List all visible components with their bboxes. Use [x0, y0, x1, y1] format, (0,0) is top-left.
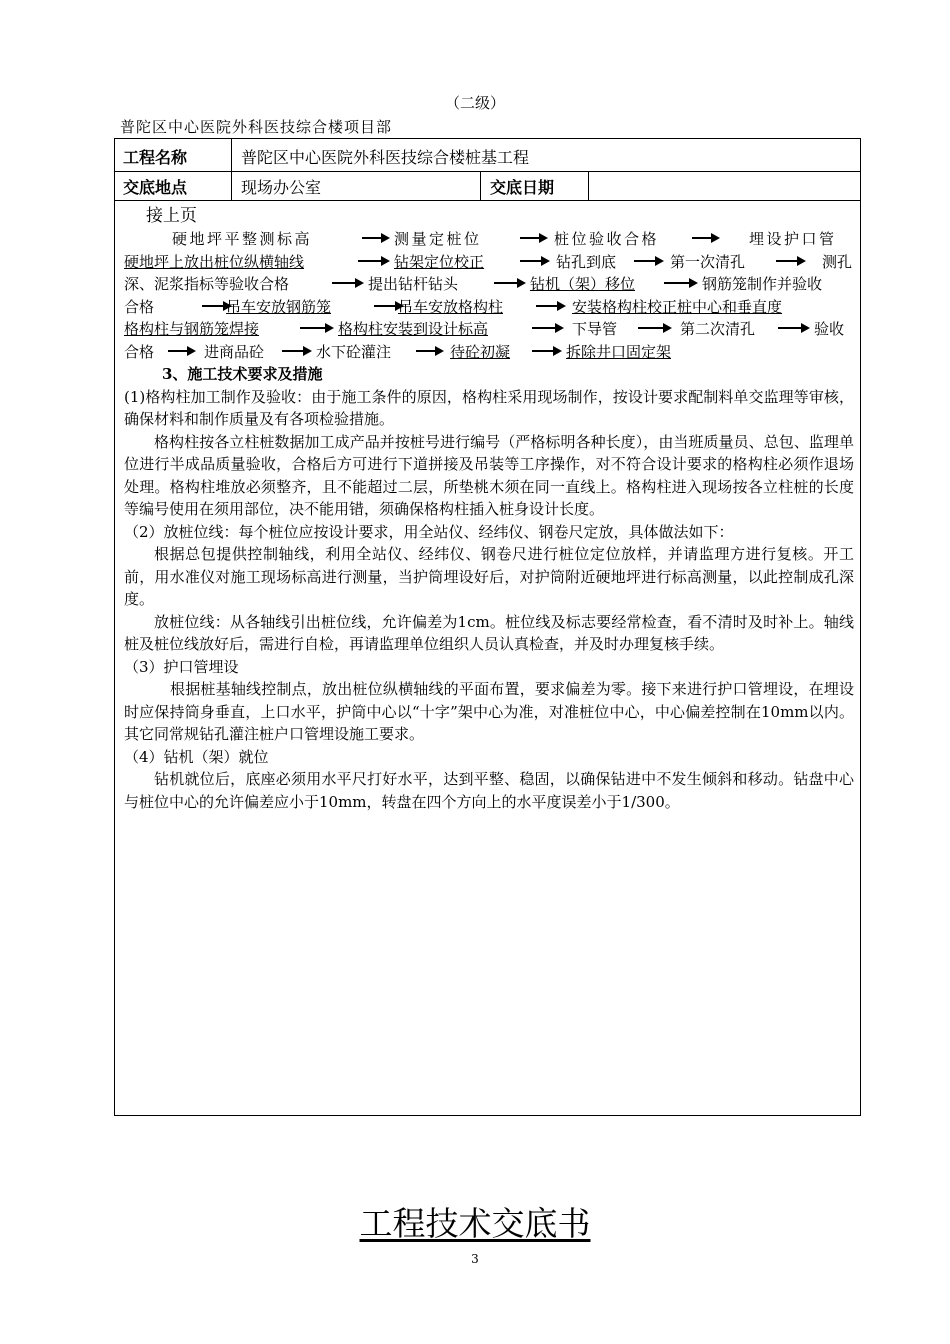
- flow-arrow: [520, 260, 542, 262]
- paragraph: 钻机就位后，底座必须用水平尺打好水平，达到平整、稳固，以确保钻进中不发生倾斜和移动。钻盘中心与桩位中心的允许偏差应小于10mm，转盘在四个方向上的水平度误差小于1/300。: [124, 770, 854, 811]
- flow-arrow: [692, 237, 712, 239]
- subsection-title: （4）钻机（架）就位: [124, 747, 269, 766]
- flow-step: 钢筋笼制作并验收: [702, 275, 823, 293]
- flow-line: [124, 318, 854, 341]
- flow-arrow: [362, 237, 382, 239]
- flow-step: 格构柱与钢筋笼焊接: [124, 320, 260, 338]
- flow-step: 第二次清孔: [680, 320, 756, 338]
- flow-step: 吊车安放格构柱: [398, 297, 504, 316]
- flow-step: 拆除井口固定架: [566, 342, 672, 361]
- flow-line: [124, 296, 854, 319]
- document-level: （二级）: [444, 94, 505, 112]
- col-divider: [588, 171, 589, 200]
- row-divider: [115, 200, 860, 201]
- flow-step: 安装格构柱校正桩中心和垂直度: [572, 297, 783, 316]
- flow-arrow: [300, 327, 326, 329]
- flow-step: 第一次清孔: [670, 252, 746, 271]
- flow-line: [124, 251, 854, 274]
- flow-arrow: [536, 305, 558, 307]
- paragraph: 放桩位线：从各轴线引出桩位线，允许偏差为1cm。桩位线及标志要经常检查，看不清时及时补上。轴线桩及桩位线放好后，需进行自检，再请监理单位组织人员认真检查，并及时办理复核手续。: [124, 612, 854, 653]
- flow-arrow: [332, 282, 356, 284]
- flow-step: 进商品砼: [204, 342, 265, 361]
- flow-arrow: [776, 260, 798, 262]
- project-name-label: 工程名称: [123, 148, 188, 167]
- flow-step: 钻孔到底: [556, 252, 617, 271]
- flow-step: 待砼初凝: [450, 342, 511, 361]
- flow-arrow: [634, 260, 656, 262]
- flow-arrow: [416, 350, 436, 352]
- date-label: 交底日期: [490, 178, 555, 197]
- disclosure-content: [124, 205, 854, 813]
- flow-step: 钻机（架）移位: [530, 275, 636, 293]
- flow-step: 硬地坪上放出桩位纵横轴线: [124, 252, 305, 271]
- col-divider: [480, 171, 481, 200]
- paragraph: 格构柱按各立柱桩数据加工成产品并按桩号进行编号（严格标明各种长度），由当班质量员、总包、监理单位进行半成品质量验收，合格后方可进行下道拼接及吊装等工序操作，对不符合设计要求的格构柱必须作退场处理。格构柱堆放必须整齐，且不能超过二层，所垫桃木须在同一直线上。格构柱进入现场按各立柱桩的长度等编号使用在须用部位，决不能用错，须确保格构柱插入桩身设计长度。: [124, 432, 854, 518]
- paragraph: 根据桩基轴线控制点，放出桩位纵横轴线的平面布置，要求偏差为零。接下来进行护口管埋设，在埋设时应保持筒身垂直，上口水平，护筒中心以“十字”架中心为准，对准桩位中心，中心偏差控制在10mm以内。其它同常规钻孔灌注桩户口管埋设施工要求。: [124, 680, 854, 743]
- flow-arrow: [664, 282, 690, 284]
- flow-arrow: [168, 350, 188, 352]
- flow-line: [124, 273, 854, 296]
- flow-step: 桩位验收合格: [554, 230, 660, 248]
- flow-step: 提出钻杆钻头: [368, 275, 459, 293]
- paragraph: 根据总包提供控制轴线，利用全站仪、经纬仪、钢卷尺进行桩位定位放样，并请监理方进行复核。开工前，用水准仪对施工现场标高进行测量，当护筒埋设好后，对护筒附近硬地坪进行标高测量，以此控制成孔深度。: [124, 545, 854, 608]
- flow-step: 硬地坪平整测标高: [172, 230, 313, 248]
- project-name-value: 普陀区中心医院外科医技综合楼桩基工程: [241, 148, 530, 167]
- flow-step: 埋设护口管: [749, 230, 837, 248]
- flow-arrow: [358, 260, 382, 262]
- flow-step: 钻架定位校正: [394, 252, 485, 271]
- flow-step: 格构柱安装到设计标高: [338, 320, 489, 338]
- flow-step: 下导管: [572, 320, 618, 338]
- subsection-title: （3）护口管埋设: [124, 657, 239, 676]
- paragraph: （2）放桩位线：每个桩位应按设计要求，用全站仪、经纬仪、钢卷尺定放，具体做法如下：: [124, 522, 734, 541]
- col-divider: [231, 139, 232, 200]
- paragraph: (1)格构柱加工制作及验收：由于施工条件的原因，格构柱采用现场制作，按设计要求配制料单交监理等审核，确保材料和制作质量及有各项检验措施。: [124, 387, 854, 428]
- flow-step: 吊车安放钢筋笼: [226, 297, 332, 316]
- flow-arrow: [778, 327, 802, 329]
- flow-step: 深、泥浆指标等验收合格: [124, 275, 290, 293]
- flow-step: 测孔: [822, 252, 853, 271]
- flow-step: 合格: [124, 297, 155, 316]
- document-title-text: 工程技术交底书: [359, 1204, 591, 1243]
- flow-step: 水下砼灌注: [316, 342, 392, 361]
- flow-step: 验收: [814, 320, 845, 338]
- document-title: [0, 1198, 950, 1245]
- continued-note: 接上页: [146, 206, 197, 226]
- flow-arrow: [202, 305, 224, 307]
- page-number: 3: [471, 1252, 479, 1266]
- flow-arrow: [374, 305, 396, 307]
- flow-line: [124, 228, 854, 251]
- row-divider: [115, 171, 860, 172]
- flow-arrow: [532, 350, 554, 352]
- flow-arrow: [520, 237, 540, 239]
- flow-line: [124, 341, 854, 364]
- flow-arrow: [532, 327, 556, 329]
- flow-arrow: [282, 350, 304, 352]
- flow-step: 测量定桩位: [394, 230, 482, 248]
- section-title: 3、施工技术要求及措施: [162, 365, 323, 383]
- flow-step: 合格: [124, 342, 155, 361]
- department-name: 普陀区中心医院外科医技综合楼项目部: [120, 118, 393, 136]
- flow-arrow: [638, 327, 664, 329]
- flow-arrow: [494, 282, 518, 284]
- location-label: 交底地点: [123, 178, 188, 197]
- location-value: 现场办公室: [241, 178, 322, 197]
